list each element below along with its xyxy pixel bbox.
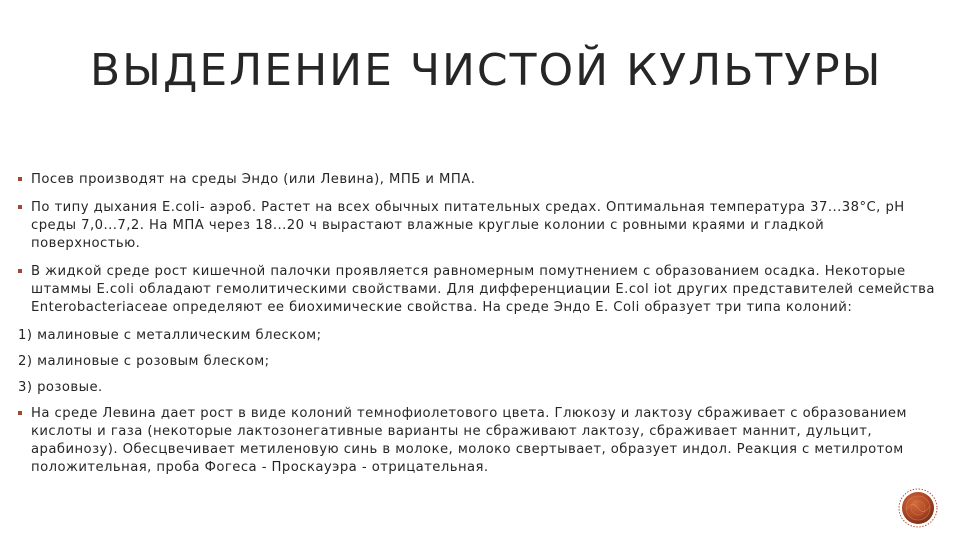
paragraph-text: 2) малиновые с розовым блеском; xyxy=(18,354,270,369)
paragraph-text: По типу дыхания E.coli- аэроб. Растет на всех обычных питательных средах. Оптимальная температура 37...38°С, рН среды 7,0...7,2. На МПА через 18...20 ч вырастают влажные круглые колонии с ровными краями и гладкой поверхностью. xyxy=(31,200,905,251)
bullet-paragraph xyxy=(18,171,938,189)
numbered-line xyxy=(18,379,938,397)
bullet-square-icon xyxy=(18,205,22,209)
bullet-paragraph xyxy=(18,405,938,477)
bullet-square-icon xyxy=(18,411,22,415)
paragraph-text: 1) малиновые с металлическим блеском; xyxy=(18,328,322,343)
paragraph-text: Посев производят на среды Эндо (или Левина), МПБ и МПА. xyxy=(31,172,476,187)
bullet-square-icon xyxy=(18,269,22,273)
bullet-square-icon xyxy=(18,177,22,181)
paragraph-text: 3) розовые. xyxy=(18,380,103,395)
bullet-paragraph xyxy=(18,263,938,317)
paragraph-text: В жидкой среде рост кишечной палочки проявляется равномерным помутнением с образованием осадка. Некоторые штаммы E.coli обладают гемолитическими свойствами. Для дифференциации E.col iot других представителей семейства Enterobacteriaceae определяют ее биохимические свойства. На среде Эндо Е. Coli образует три типа колоний: xyxy=(31,264,935,315)
copper-circle-ornament-icon xyxy=(898,488,938,528)
slide-title: ВЫДЕЛЕНИЕ ЧИСТОЙ КУЛЬТУРЫ xyxy=(90,45,883,96)
numbered-line xyxy=(18,327,938,345)
bullet-paragraph xyxy=(18,199,938,253)
numbered-line xyxy=(18,353,938,371)
slide-body xyxy=(18,171,938,487)
paragraph-text: На среде Левина дает рост в виде колоний темнофиолетового цвета. Глюкозу и лактозу сбраживает с образованием кислоты и газа (некоторые лактозонегативные варианты не сбраживают лактозу, сбраживает маннит, дульцит, арабинозу). Обесцвечивает метиленовую синь в молоке, молоко свертывает, образует индол. Реакция с метилротом положительная, проба Фогеса - Проскауэра - отрицательная. xyxy=(31,406,907,475)
